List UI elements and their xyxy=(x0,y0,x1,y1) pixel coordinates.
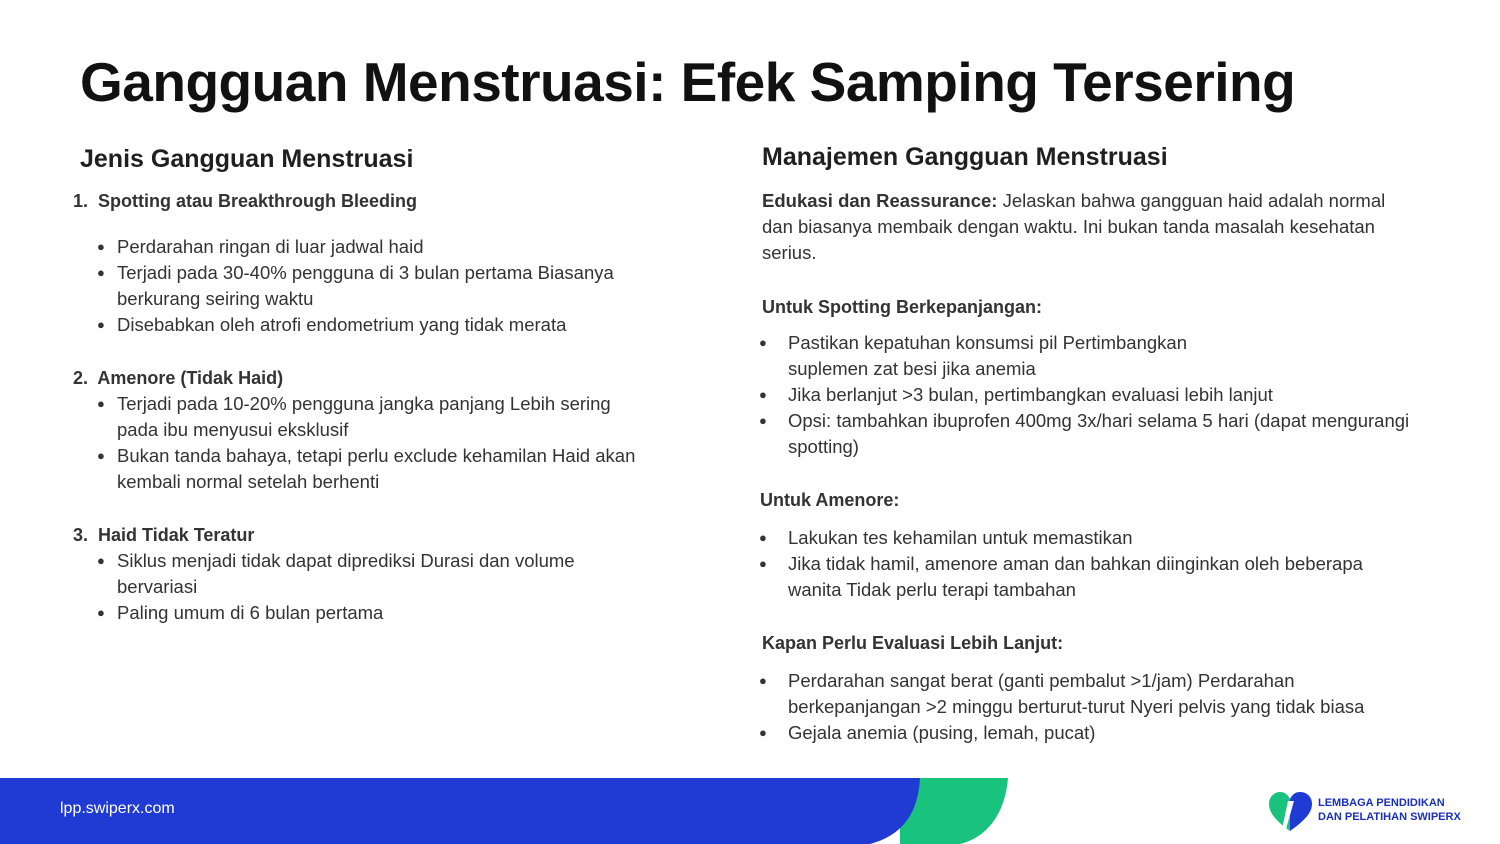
list-item-continuation: berkepanjangan >2 minggu berturut-turut Nyeri pelvis yang tidak biasa xyxy=(788,696,1365,717)
list-item-continuation: kembali normal setelah berhenti xyxy=(117,471,380,492)
group-evaluasi-list xyxy=(762,668,1462,746)
list-item-continuation: berkurang seiring waktu xyxy=(117,288,314,309)
list-item: ● Paling umum di 6 bulan pertama xyxy=(70,600,670,626)
section-3 xyxy=(70,525,670,626)
left-heading: Jenis Gangguan Menstruasi xyxy=(80,145,414,173)
list-item-continuation: wanita Tidak perlu terapi tambahan xyxy=(788,579,1076,600)
section-1-list xyxy=(70,234,670,338)
group-amenore-heading: Untuk Amenore: xyxy=(760,490,900,510)
section-2 xyxy=(70,368,670,495)
list-item-continuation: suplemen zat besi jika anemia xyxy=(788,358,1036,379)
list-item: ● Jika tidak hamil, amenore aman dan bahkan diinginkan oleh beberapa xyxy=(762,551,1462,577)
intro-text: Jelaskan bahwa gangguan haid adalah normal xyxy=(1002,190,1386,211)
intro-bold: Edukasi dan Reassurance: xyxy=(762,190,998,211)
footer-url-link[interactable]: lpp.swiperx.com xyxy=(60,800,175,817)
logo-line-1: LEMBAGA PENDIDIKAN xyxy=(1318,797,1445,809)
heart-logo-icon xyxy=(1268,791,1314,835)
swiperx-logo xyxy=(1268,791,1478,835)
intro-block xyxy=(762,188,1462,266)
list-item: ● Lakukan tes kehamilan untuk memastikan xyxy=(762,525,1462,551)
section-1-title: Spotting atau Breakthrough Bleeding xyxy=(98,191,418,211)
slide-title: Gangguan Menstruasi: Efek Samping Tersering xyxy=(80,51,1296,113)
list-item-continuation: spotting) xyxy=(788,436,859,457)
group-evaluasi xyxy=(762,633,1462,746)
logo-line-2: DAN PELATIHAN SWIPERX xyxy=(1318,811,1461,823)
group-evaluasi-heading: Kapan Perlu Evaluasi Lebih Lanjut: xyxy=(762,633,1064,653)
section-3-number: 3. xyxy=(73,525,89,545)
intro-line-1 xyxy=(762,188,1462,214)
list-item: ● Opsi: tambahkan ibuprofen 400mg 3x/hari selama 5 hari (dapat mengurangi xyxy=(762,408,1462,434)
section-3-list xyxy=(70,548,670,626)
section-2-list xyxy=(70,391,670,495)
list-item-continuation: pada ibu menyusui eksklusif xyxy=(117,419,349,440)
group-spotting xyxy=(762,297,1462,460)
list-item: ● Terjadi pada 30-40% pengguna di 3 bulan pertama Biasanya xyxy=(70,260,670,286)
list-item: ● Jika berlanjut >3 bulan, pertimbangkan evaluasi lebih lanjut xyxy=(762,382,1462,408)
list-item: ● Terjadi pada 10-20% pengguna jangka panjang Lebih sering xyxy=(70,391,670,417)
intro-line-2: dan biasanya membaik dengan waktu. Ini bukan tanda masalah kesehatan xyxy=(762,216,1375,237)
right-heading: Manajemen Gangguan Menstruasi xyxy=(762,143,1168,171)
list-item: ● Pastikan kepatuhan konsumsi pil Pertimbangkan xyxy=(762,330,1462,356)
intro-line-3: serius. xyxy=(762,242,817,263)
section-1-number: 1. xyxy=(73,191,89,211)
group-amenore-list xyxy=(762,525,1462,603)
left-column xyxy=(70,140,670,626)
section-3-heading xyxy=(73,525,670,546)
list-item: ● Bukan tanda bahaya, tetapi perlu exclude kehamilan Haid akan xyxy=(70,443,670,469)
group-spotting-list xyxy=(762,330,1462,460)
section-1 xyxy=(70,191,670,338)
section-3-title: Haid Tidak Teratur xyxy=(98,525,255,545)
section-2-number: 2. xyxy=(73,368,89,388)
group-spotting-heading: Untuk Spotting Berkepanjangan: xyxy=(762,297,1043,317)
right-column xyxy=(762,140,1462,746)
footer xyxy=(0,778,1500,844)
list-item-continuation: bervariasi xyxy=(117,576,198,597)
section-1-heading xyxy=(73,191,670,212)
list-item: ● Gejala anemia (pusing, lemah, pucat) xyxy=(762,720,1462,746)
group-amenore xyxy=(760,490,1462,603)
list-item: ● Perdarahan sangat berat (ganti pembalut >1/jam) Perdarahan xyxy=(762,668,1462,694)
logo-text xyxy=(1318,796,1461,824)
list-item: ● Perdarahan ringan di luar jadwal haid xyxy=(70,234,670,260)
list-item: ● Disebabkan oleh atrofi endometrium yang tidak merata xyxy=(70,312,670,338)
section-2-title: Amenore (Tidak Haid) xyxy=(97,368,284,388)
list-item: ● Siklus menjadi tidak dapat diprediksi Durasi dan volume xyxy=(70,548,670,574)
section-2-heading xyxy=(73,368,670,389)
